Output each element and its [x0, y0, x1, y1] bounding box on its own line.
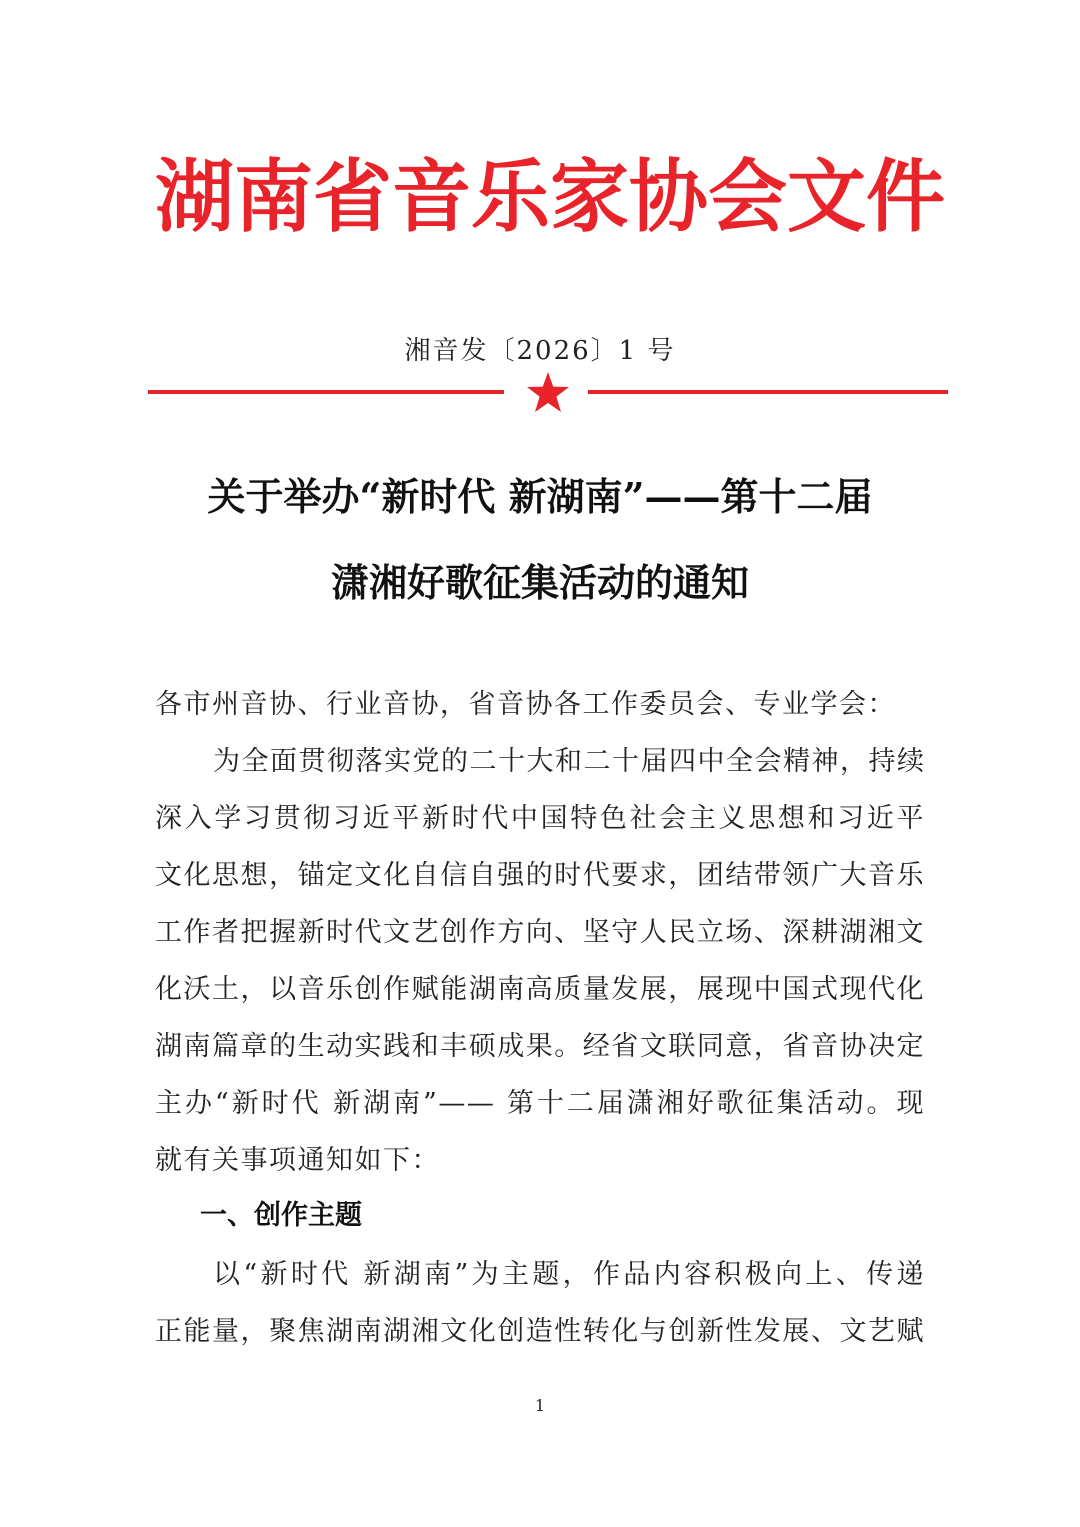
paragraph-line: 湖南篇章的生动实践和丰硕成果。经省文联同意，省音协决定	[155, 1031, 925, 1062]
salutation: 各市州音协、行业音协，省音协各工作委员会、专业学会：	[155, 689, 896, 720]
divider-line-right	[588, 390, 948, 394]
paragraph-line: 工作者把握新时代文艺创作方向、坚守人民立场、深耕湖湘文	[155, 917, 925, 948]
paragraph-line: 就有关事项通知如下：	[155, 1145, 440, 1176]
divider-line-left	[148, 390, 504, 394]
star-icon	[526, 372, 570, 412]
section-heading-creative-theme: 一、创作主题	[200, 1200, 362, 1231]
notice-title-line-1: 关于举办“新时代 新湖南”——第十二届	[207, 474, 873, 519]
paragraph-line: 化沃土，以音乐创作赋能湖南高质量发展，展现中国式现代化	[155, 974, 925, 1005]
page-number: 1	[534, 1396, 546, 1415]
paragraph-line: 主办“新时代 新湖南”—— 第十二届潇湘好歌征集活动。现	[155, 1088, 925, 1119]
paragraph-line: 为全面贯彻落实党的二十大和二十届四中全会精神，持续	[213, 746, 926, 777]
paragraph-line: 以“新时代 新湖南”为主题，作品内容积极向上、传递	[213, 1259, 925, 1290]
document-number: 湘音发〔2026〕1 号	[404, 336, 676, 366]
paragraph-line: 文化思想，锚定文化自信自强的时代要求，团结带领广大音乐	[155, 860, 925, 891]
paragraph-line: 正能量，聚焦湖南湖湘文化创造性转化与创新性发展、文艺赋	[155, 1316, 925, 1347]
org-header-title: 湖南省音乐家协会文件	[155, 151, 945, 243]
paragraph-line: 深入学习贯彻习近平新时代中国特色社会主义思想和习近平	[155, 803, 925, 834]
notice-title-line-2: 潇湘好歌征集活动的通知	[330, 560, 749, 605]
red-divider	[148, 370, 948, 414]
